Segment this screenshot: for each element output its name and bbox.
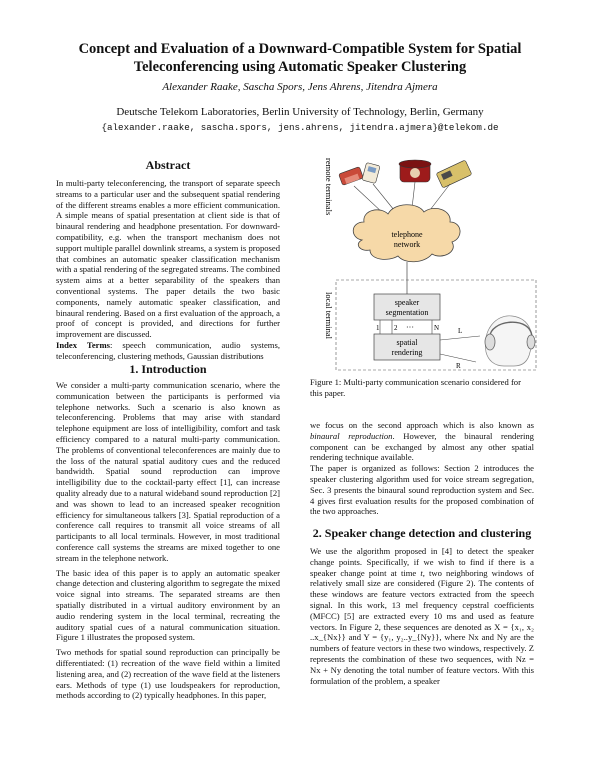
abstract-heading: Abstract [145, 158, 191, 172]
channel-1-label: 1 [376, 324, 380, 332]
rendering-label-2: rendering [391, 348, 423, 357]
channel-2-label: 2 [394, 324, 398, 332]
affiliation: Deutsche Telekom Laboratories, Berlin University of Technology, Berlin, Germany [116, 106, 484, 118]
paper-title [40, 40, 560, 76]
network-label-1: telephone [391, 230, 423, 239]
channel-n-label: N [434, 324, 440, 332]
abstract-body [56, 178, 280, 362]
right-p1-text-a: we focus on the second approach which is also known as [310, 420, 534, 430]
right-output-line [440, 354, 476, 362]
intro-paragraph-3: Two methods for spatial sound reproduction can principally be differentiated: (1) recreation of the wave field within a limited listening area, and (2) recreation of the wave field at the listeners ears. Methods of type (1) use loudspeakers for reproduction, methods according to (2) typically headphones. In this paper, [56, 647, 280, 701]
figure-1-diagram [300, 152, 544, 374]
index-terms [56, 340, 280, 362]
s2-time-var: t [420, 567, 423, 578]
right-paragraph-2: The paper is organized as follows: Section 2 introduces the speaker clustering algorithm used for voice stream segregation, Sec. 3 presents the binaural sound reproduction system and Sec. 4 gives first evaluation results for the proposed combination of the two approaches. [310, 463, 534, 517]
right-output-label: R [456, 362, 461, 370]
figure-1-caption: Figure 1: Multi-party communication scenario considered for this paper. [310, 377, 521, 398]
right-p1-text-b: . However, the binaural rendering component can be exchanged by almost any other spatial rendering technique available. [310, 430, 534, 463]
rendering-label-1: spatial [396, 338, 418, 347]
s2-text-b: , two neighboring windows of relatively small size are considered (Figure 2). The contents of these windows are feature vectors extracted from the speech signal. In this work, 13 mel frequency cepstral coefficients (MFCC) [5] are extracted every 10 ms and used as feature vectors. In Figure 2, these sequences are denoted as X = {x₁, x₂ ..x_{Nx}} and Y = {y₁, y₂..y_{Ny}}, where Nx and Ny are the numbers of feature vectors in these two windows, respectively. Z represents the combination of these two sequences, with Nz = Nx + Ny denoting the total number of feature vectors. With this formulation of the problem, a speaker [310, 567, 534, 686]
intro-heading: 1. Introduction [129, 362, 207, 376]
segmentation-label-2: segmentation [385, 308, 429, 317]
remote-terminals-label: remote terminals [324, 158, 334, 216]
s2-text-a: We use the algorithm proposed in [4] to detect the speaker change points. Specifically, if we wish to find if there is a speaker change point at time [310, 546, 534, 578]
title-line-2: Teleconferencing using Automatic Speaker Clustering [133, 59, 467, 75]
right-paragraph-1 [310, 420, 534, 463]
telephone-network-cloud [353, 205, 460, 262]
section-2-heading: 2. Speaker change detection and clustering [312, 526, 532, 540]
channel-dots-label: ··· [406, 323, 414, 332]
right-p1-emphasis: binaural reproduction [310, 430, 393, 441]
index-terms-text: : speech communication, audio systems, teleconferencing, clustering methods, Gaussian distributions [56, 339, 280, 361]
phone-icon-2 [362, 162, 380, 183]
section-2-body [310, 546, 534, 686]
left-output-label: L [458, 327, 463, 335]
network-label-2: network [393, 240, 421, 249]
intro-paragraph-1: We consider a multi-party communication scenario, where the communication between the participants is performed via telephone networks. Such a scenario is also known as teleconferencing. Problems that may arise with standard telephone equipment are loss of intelligibility, comfort and task efficiency compared to a natural multi-party communication. The problems of conventional teleconferences are mainly due to the loss of the natural spatial auditory cues and the reduced bandwidth. Spatial sound reproduction can improve intelligibility due to the cocktail-party effect [1], can increase quality already due to a natural wideband sound reproduction [2] and was shown to lead to an increased speaker recognition efficiency for simultaneous talkers [3]. Spatial reproduction of a conference call requires to transmit all voice streams of all participants to all local terminals. However, in most traditional conference call systems the streams are mixed together to one stream in the telephone network. [56, 380, 280, 563]
phone-icon-3 [399, 160, 431, 182]
author-emails: {alexander.raake, sascha.spors, jens.ahrens, jitendra.ajmera}@telekom.de [101, 122, 499, 133]
title-line-1: Concept and Evaluation of a Downward-Compatible System for Spatial [78, 41, 522, 57]
right-column-body [310, 420, 534, 517]
segmentation-label-1: speaker [394, 298, 420, 307]
index-terms-label: Index Terms [56, 339, 110, 350]
authors: Alexander Raake, Sascha Spors, Jens Ahrens, Jitendra Ajmera [162, 81, 438, 93]
phone-icon-1 [339, 167, 364, 186]
local-terminal-label: local terminal [324, 292, 334, 339]
left-output-line [440, 336, 480, 340]
section-2-paragraph-1 [310, 546, 534, 686]
intro-body [56, 380, 280, 701]
listener-headphones-icon [485, 316, 535, 366]
abstract-text: In multi-party teleconferencing, the transport of separate speech streams to a particular user and the subsequent spatial rendering of the different streams enables a more efficient communication. A simple means of spatial presentation at client side is that of binaural rendering and headphone presentation. For downward-compatibility, e.g. when the transport mechanism does not support multiple parallel downlink streams, a system is proposed that combines an automatic speaker classification mechanism with a spatial rendering of the segregated streams. The combined system aims at a better separability of the speakers than conventional systems. The paper details the two basic components, namely automatic speaker classification, and binaural rendering. Based on a first evaluation of the approach, a proof of concept is provided, and directions for further improvement are discussed. [56, 178, 280, 340]
figure-1 [300, 152, 544, 374]
intro-paragraph-2: The basic idea of this paper is to apply an automatic speaker change detection and clustering algorithm to segregate the mixed voice signal into streams. The separated streams are then spatially distributed in a virtual auditory environment by an audio rendering system in the local terminal, recreating the auditory spatial cues of a natural communication situation. Figure 1 illustrates the proposed system. [56, 567, 280, 643]
phone-icon-4 [436, 160, 472, 188]
